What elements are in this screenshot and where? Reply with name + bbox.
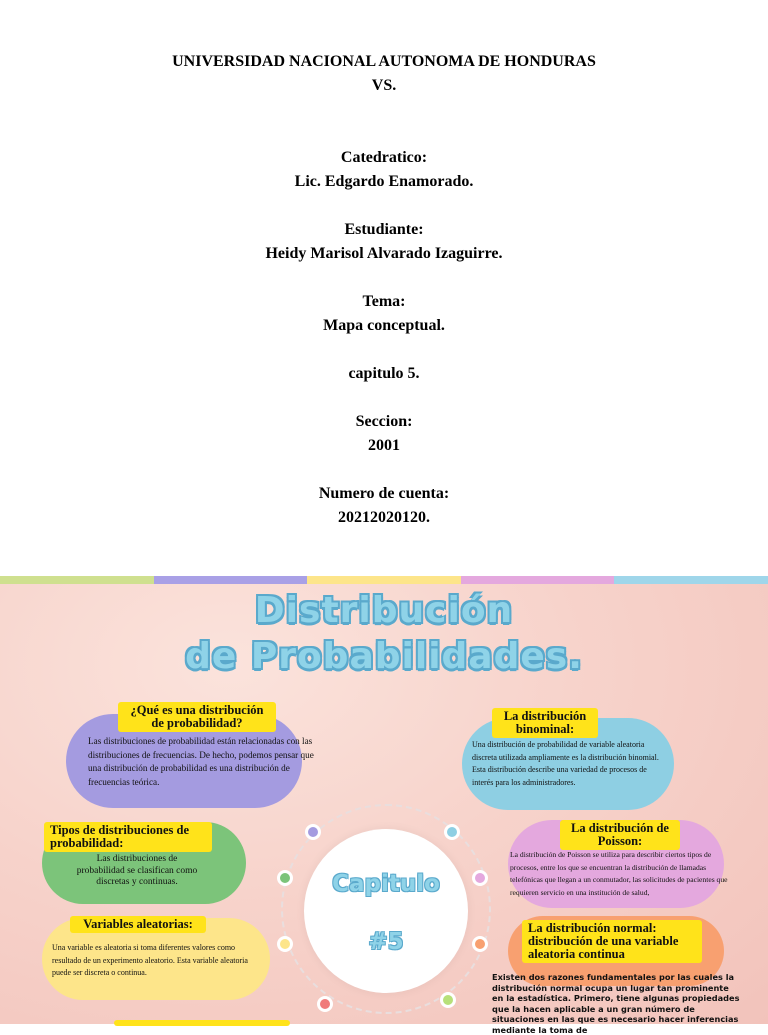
poster-title-line2: de Probabilidades.	[185, 636, 583, 677]
stripe-segment	[461, 576, 615, 584]
binominal-text: Una distribución de probabilidad de variable aleatoria discreta utilizada ampliamente es la distribución binomial. Esta distribución describe una variedad de procesos de interés para los administradores.	[472, 740, 659, 787]
poisson-tag: La distribución de Poisson:	[560, 820, 680, 850]
ring-dot	[472, 870, 488, 886]
tipos-text: Las distribuciones de probabilidad se clasifican como discretas y continuas.	[76, 854, 198, 887]
ring-dot	[305, 824, 321, 840]
stripe-segment	[614, 576, 768, 584]
center-chapter: #5	[368, 929, 404, 955]
stripe-segment	[0, 576, 154, 584]
estudiante-name: Heidy Marisol Alvarado Izaguirre.	[265, 245, 503, 262]
capitulo-text: capitulo 5.	[348, 365, 420, 382]
concept-map-poster	[0, 576, 768, 1035]
next-section-tag	[114, 1020, 290, 1026]
ring-dot	[317, 996, 333, 1012]
university-name: UNIVERSIDAD NACIONAL AUTONOMA DE HONDURAS	[172, 53, 596, 70]
color-stripe	[0, 576, 768, 584]
tema-value: Mapa conceptual.	[323, 317, 445, 334]
que-es-text: Las distribuciones de probabilidad están relacionadas con las distribuciones de frecuencias. De hecho, podemos pensar que una distribución de probabilidad es una distribución de frecuencias teórica.	[88, 736, 314, 787]
ring-dot	[277, 936, 293, 952]
estudiante-label: Estudiante:	[344, 221, 424, 238]
poster-title-line1: Distribución	[254, 590, 514, 631]
normal-tag: La distribución normal: distribución de una variable aleatoria continua	[522, 920, 702, 963]
ring-dot	[472, 936, 488, 952]
cuenta-value: 20212020120.	[338, 509, 430, 526]
center-circle	[304, 829, 468, 993]
ring-dot	[440, 992, 456, 1008]
variables-text: Una variable es aleatoria si toma diferentes valores como resultado de un experimento aleatorio. Esta variable aleatoria puede ser discreta o continua.	[52, 943, 248, 977]
seccion-value: 2001	[368, 437, 400, 454]
normal-text: Existen dos razones fundamentales por las cuales la distribución normal ocupa un lugar tan prominente en la estadística. Primero, tiene algunas propiedades que la hacen aplicable a un gran número de situaciones en las que es necesario hacer inferencias mediante la toma de	[492, 972, 740, 1035]
variables-tag: Variables aleatorias:	[70, 916, 206, 933]
que-es-tag: ¿Qué es una distribución de probabilidad?	[118, 702, 276, 732]
stripe-segment	[307, 576, 461, 584]
binominal-tag: La distribución binominal:	[492, 708, 598, 738]
ring-dot	[444, 824, 460, 840]
tema-label: Tema:	[362, 293, 406, 310]
stripe-segment	[154, 576, 308, 584]
center-title: Capitulo	[332, 871, 440, 897]
catedratico-label: Catedratico:	[340, 149, 428, 166]
ring-dot	[277, 870, 293, 886]
vs-text: VS.	[371, 77, 397, 94]
seccion-label: Seccion:	[355, 413, 413, 430]
cuenta-label: Numero de cuenta:	[318, 485, 450, 502]
poisson-text: La distribución de Poisson se utiliza para describir ciertos tipos de procesos, entre los que se encuentran la distribución de llamadas telefónicas que llegan a un conmutador, las solicitudes de pacientes que requieren servicio en una institución de salud,	[510, 850, 728, 897]
catedratico-name: Lic. Edgardo Enamorado.	[294, 173, 474, 190]
tipos-tag: Tipos de distribuciones de probabilidad:	[44, 822, 212, 852]
